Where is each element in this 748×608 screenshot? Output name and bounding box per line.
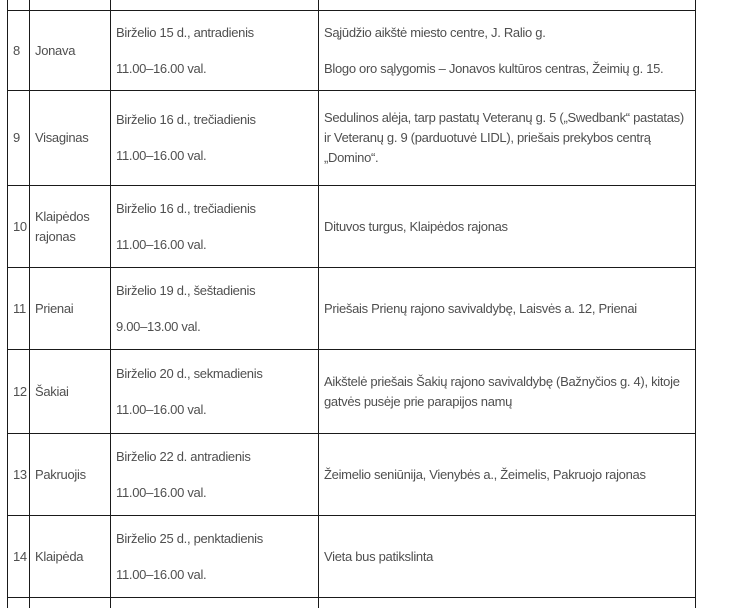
schedule-cell <box>111 0 319 11</box>
city-label: Pakruojis <box>35 466 86 482</box>
city-cell <box>30 11 111 91</box>
schedule-cell <box>111 91 319 186</box>
row-number-cell <box>8 516 30 598</box>
city-cell <box>30 516 111 598</box>
address-cell <box>319 186 696 268</box>
city-label: Šakiai <box>35 383 69 399</box>
schedule-time: 11.00–16.00 val. <box>116 401 207 417</box>
table-row-partial-top <box>8 0 696 11</box>
address-cell <box>319 516 696 598</box>
table-row <box>8 186 696 268</box>
schedule-cell <box>111 186 319 268</box>
row-number-cell <box>8 268 30 350</box>
schedule-date: Birželio 16 d., trečiadienis <box>116 112 256 127</box>
schedule-time: 11.00–16.00 val. <box>116 148 207 163</box>
row-number: 13 <box>13 466 27 482</box>
address-cell <box>319 0 696 11</box>
row-number: 9 <box>13 130 20 145</box>
city-cell <box>30 268 111 350</box>
city-label: Jonava <box>35 42 76 58</box>
city-cell <box>30 0 111 11</box>
row-number-cell <box>8 350 30 434</box>
schedule-cell <box>111 11 319 91</box>
schedule-time: 9.00–13.00 val. <box>116 318 201 334</box>
address-line: Vieta bus patikslinta <box>324 548 434 564</box>
address-cell <box>319 350 696 434</box>
city-label: Klaipėdos rajonas <box>35 208 90 244</box>
table-row <box>8 268 696 350</box>
city-cell <box>30 350 111 434</box>
table-row <box>8 91 696 186</box>
address-line: Dituvos turgus, Klaipėdos rajonas <box>324 218 508 234</box>
city-cell <box>30 598 111 608</box>
address-line: Blogo oro sąlygomis – Jonavos kultūros centras, Žeimių g. 15. <box>324 60 664 76</box>
address-cell <box>319 11 696 91</box>
schedule-date: Birželio 25 d., penktadienis <box>116 530 263 546</box>
row-number-cell <box>8 11 30 91</box>
address-line: Aikštelė priešais Šakių rajono savivaldybę (Bažnyčios g. 4), kitoje gatvės pusėje prie parapijos namų <box>324 373 680 409</box>
city-cell <box>30 434 111 516</box>
row-number-cell <box>8 598 30 608</box>
address-cell <box>319 268 696 350</box>
address-line: Žeimelio seniūnija, Vienybės a., Žeimelis, Pakruojo rajonas <box>324 466 646 482</box>
schedule-time: 11.00–16.00 val. <box>116 60 207 76</box>
city-label: Prienai <box>35 300 74 316</box>
schedule-time: 11.00–16.00 val. <box>116 484 207 500</box>
table-row <box>8 434 696 516</box>
schedule-table <box>7 0 696 608</box>
schedule-cell <box>111 268 319 350</box>
table-row <box>8 11 696 91</box>
schedule-time: 11.00–16.00 val. <box>116 566 207 582</box>
table-row <box>8 516 696 598</box>
city-cell <box>30 91 111 186</box>
row-number: 8 <box>13 42 20 58</box>
schedule-date: Birželio 15 d., antradienis <box>116 24 254 40</box>
row-number: 11 <box>13 300 26 316</box>
schedule-date: Birželio 22 d. antradienis <box>116 448 251 464</box>
schedule-date: Birželio 20 d., sekmadienis <box>116 365 263 381</box>
schedule-date: Birželio 16 d., trečiadienis <box>116 200 256 216</box>
schedule-cell <box>111 434 319 516</box>
row-number-cell <box>8 0 30 11</box>
schedule-time: 11.00–16.00 val. <box>116 236 207 252</box>
row-number-cell <box>8 91 30 186</box>
schedule-date: Birželio 19 d., šeštadienis <box>116 282 256 298</box>
address-line: Sąjūdžio aikštė miesto centre, J. Ralio g. <box>324 24 546 40</box>
table-row <box>8 350 696 434</box>
city-cell <box>30 186 111 268</box>
row-number-cell <box>8 434 30 516</box>
row-number: 10 <box>13 218 27 234</box>
address-cell <box>319 598 696 608</box>
row-number: 12 <box>13 383 27 399</box>
schedule-cell <box>111 350 319 434</box>
city-label: Visaginas <box>35 130 89 145</box>
city-label: Klaipėda <box>35 548 84 564</box>
address-cell <box>319 91 696 186</box>
address-cell <box>319 434 696 516</box>
address-line: Sedulinos alėja, tarp pastatų Veteranų g. 5 („Swedbank“ pastatas) ir Veteranų g. 9 (parduotuvė LIDL), priešais prekybos centrą „Domino“. <box>324 110 684 165</box>
row-number: 14 <box>13 548 27 564</box>
address-line: Priešais Prienų rajono savivaldybę, Laisvės a. 12, Prienai <box>324 300 637 316</box>
table-row-partial-bottom <box>8 598 696 608</box>
row-number-cell <box>8 186 30 268</box>
schedule-cell <box>111 598 319 608</box>
schedule-cell <box>111 516 319 598</box>
